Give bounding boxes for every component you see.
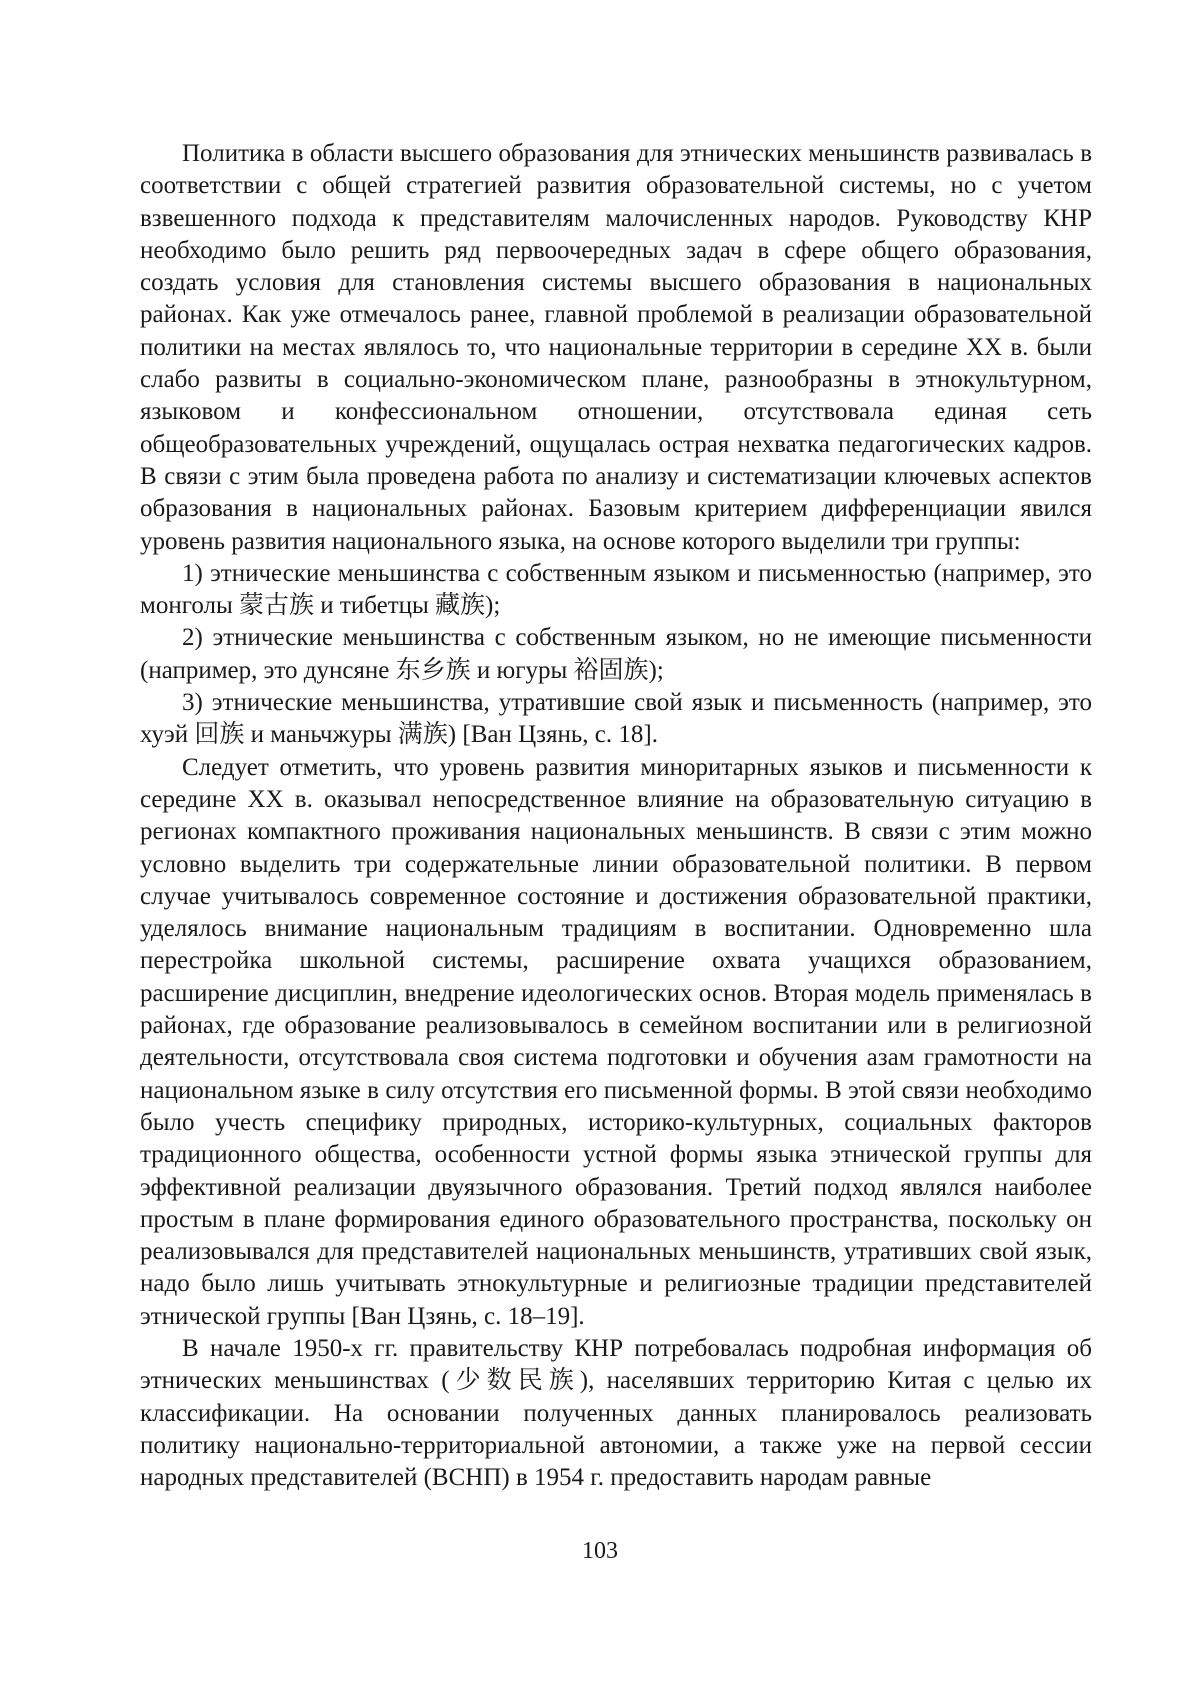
page-body [140,138,1092,1494]
paragraph-higher-education-policy: Политика в области высшего образования для этнических меньшинств развивалась в соответствии с общей стратегией развития образовательной системы, но с учетом взвешенного подхода к представителям малочисленных народов. Руководству КНР необходимо было решить ряд первоочередных задач в сфере общего образования, создать условия для становления системы высшего образования в национальных районах. Как уже отмечалось ранее, главной проблемой в реализации образовательной политики на местах являлось то, что национальные территории в середине XX в. были слабо развиты в социально-экономическом плане, разнообразны в этнокультурном, языковом и конфессиональном отношении, отсутствовала единая сеть общеобразовательных учреждений, ощущалась острая нехватка педагогических кадров. В связи с этим была проведена работа по анализу и систематизации ключевых аспектов образования в национальных районах. Базовым критерием дифференциации явился уровень развития национального языка, на основе которого выделили три группы: [140,138,1092,558]
paragraph-three-policy-lines: Следует отметить, что уровень развития миноритарных языков и письменности к середине XX в. оказывал непосредственное влияние на образовательную ситуацию в регионах компактного проживания национальных меньшинств. В связи с этим можно условно выделить три содержательные линии образовательной политики. В первом случае учитывалось современное состояние и достижения образовательной практики, уделялось внимание национальным традициям в воспитании. Одновременно шла перестройка школьной системы, расширение охвата учащихся образованием, расширение дисциплин, внедрение идеологических основ. Вторая модель применялась в районах, где образование реализовывалось в семейном воспитании или в религиозной деятельности, отсутствовала своя система подготовки и обучения азам грамотности на национальном языке в силу отсутствия его письменной формы. В этой связи необходимо было учесть специфику природных, историко-культурных, социальных факторов традиционного общества, особенности устной формы языка этнической группы для эффективной реализации двуязычного образования. Третий подход являлся наиболее простым в плане формирования единого образовательного пространства, поскольку он реализовывался для представителей национальных меньшинств, утративших свой язык, надо было лишь учитывать этнокультурные и религиозные традиции представителей этнической группы [Ван Цзянь, с. 18–19]. [140,752,1092,1333]
list-item-group-1: 1) этнические меньшинства с собственным языком и письменностью (например, это монголы 蒙古族 и тибетцы 藏族); [140,558,1092,623]
paragraph-1950s-classification: В начале 1950-х гг. правительству КНР потребовалась подробная информация об этнических меньшинствах (少数民族), населявших территорию Китая с целью их классификации. На основании полученных данных планировалось реализовать политику национально-территориальной автономии, а также уже на первой сессии народных представителей (ВСНП) в 1954 г. предоставить народам равные [140,1333,1092,1494]
page-number: 103 [0,1536,1200,1566]
list-item-group-3: 3) этнические меньшинства, утратившие свой язык и письменность (например, это хуэй 回族 и маньчжуры 满族) [Ван Цзянь, с. 18]. [140,687,1092,752]
list-item-group-2: 2) этнические меньшинства с собственным языком, но не имеющие письменности (например, это дунсяне 东乡族 и югуры 裕固族); [140,622,1092,687]
